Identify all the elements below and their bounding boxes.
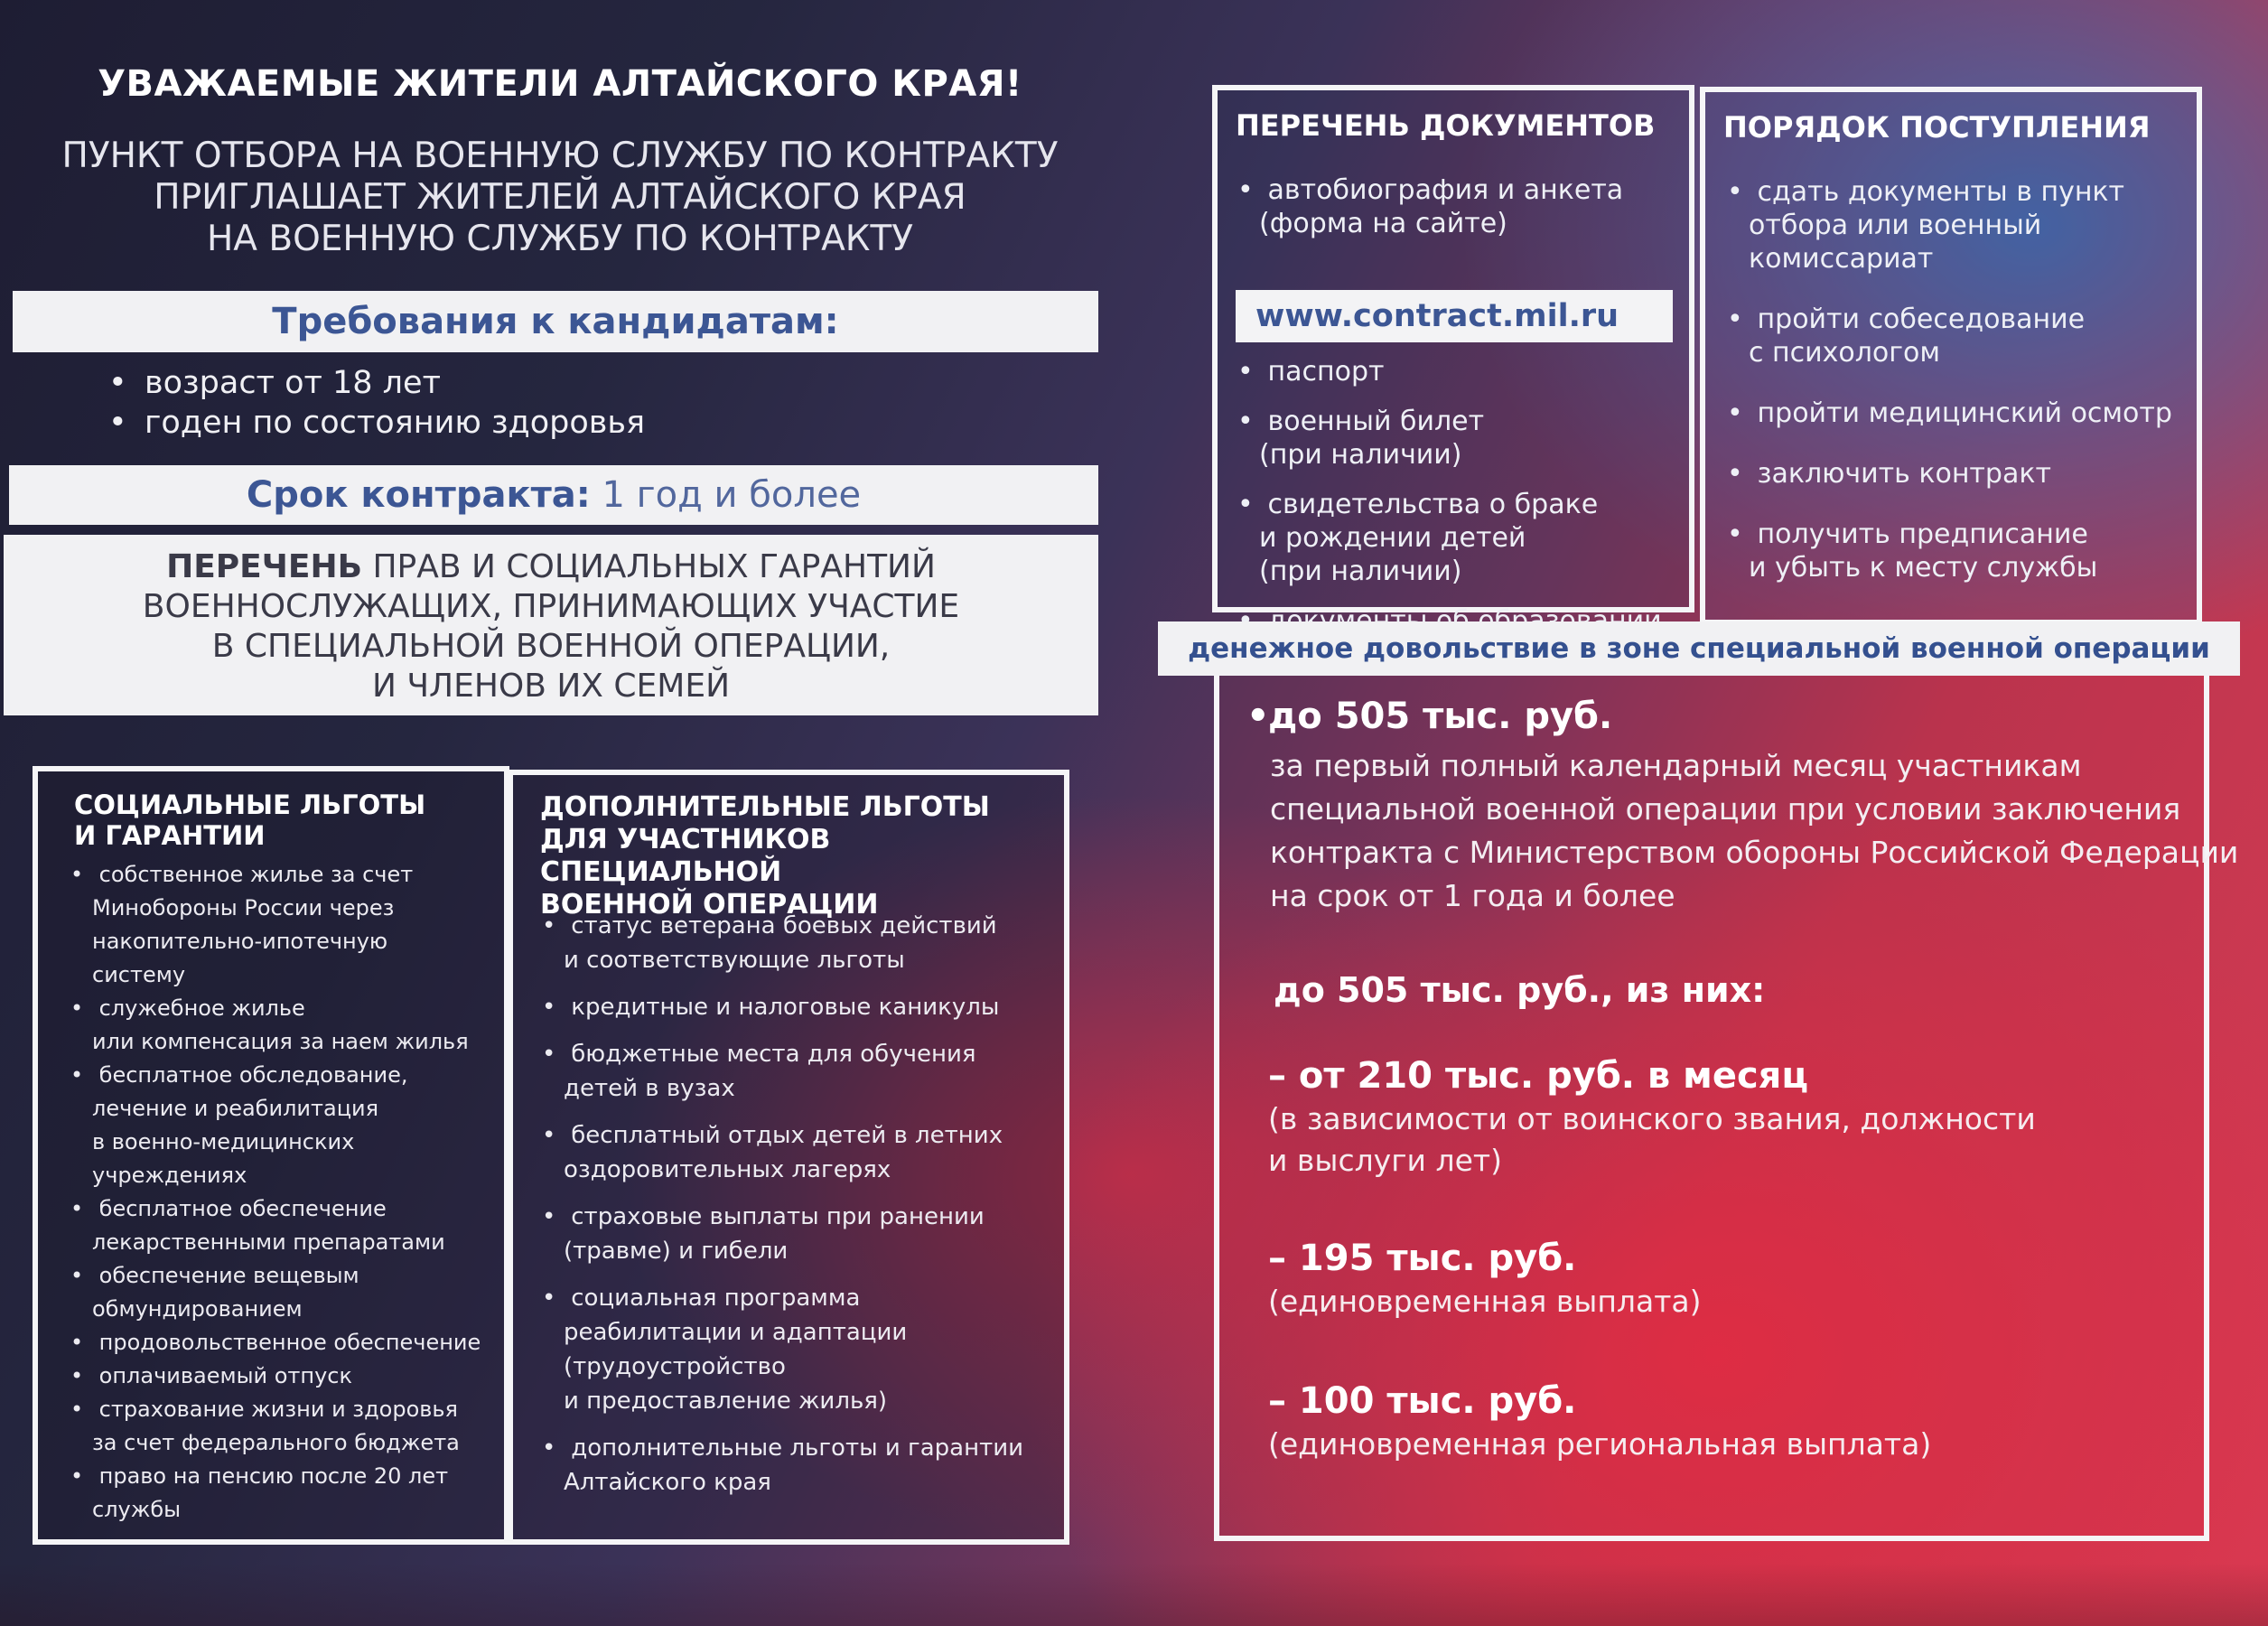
website-item (1255, 257, 1693, 342)
document-line: (при наличии) (1259, 439, 1462, 471)
invitation-line: ПУНКТ ОТБОРА НА ВОЕННУЮ СЛУЖБУ ПО КОНТРАКТУ (61, 136, 1059, 176)
allowance-part-amount: – 100 тыс. руб. (1268, 1380, 1577, 1422)
first-month-amount: • до 505 тыс. руб. (1268, 696, 1612, 737)
first-month-description (1270, 744, 2239, 918)
allowance-part (1268, 1053, 2189, 1182)
procedure-line: отбора или военный (1749, 210, 2042, 241)
benefit-line: реабилитации и адаптации (564, 1319, 908, 1346)
benefit-line: право на пенсию после 20 лет (98, 1463, 449, 1489)
allowance-part (1268, 1236, 2189, 1322)
benefit-item (89, 1460, 504, 1527)
benefit-line: обмундированием (92, 1296, 303, 1322)
benefit-line: или компенсация за наем жилья (92, 1029, 469, 1054)
benefit-line: (трудоустройство (564, 1353, 786, 1380)
benefit-line: оздоровительных лагерях (564, 1156, 891, 1183)
benefit-line: оплачиваемый отпуск (98, 1363, 352, 1388)
procedure-list (1749, 175, 2197, 612)
title-line: ДОПОЛНИТЕЛЬНЫЕ ЛЬГОТЫ (540, 791, 990, 823)
benefit-item (560, 1118, 1057, 1187)
documents-title: ПЕРЕЧЕНЬ ДОКУМЕНТОВ (1236, 108, 1656, 143)
benefit-item (89, 1192, 504, 1259)
additional-benefits-title (540, 791, 1055, 921)
document-line: военный билет (1267, 406, 1485, 437)
rights-list-banner (4, 535, 1098, 715)
description-line: за первый полный календарный месяц участникам (1270, 748, 2082, 783)
benefit-line: бесплатный отдых детей в летних (571, 1122, 1003, 1149)
procedure-step (1749, 457, 2197, 491)
benefit-line: служебное жилье (98, 995, 305, 1021)
invitation-line: НА ВОЕННУЮ СЛУЖБУ ПО КОНТРАКТУ (206, 219, 914, 259)
requirement-item: • возраст от 18 лет (108, 363, 1012, 403)
title-line: ДЛЯ УЧАСТНИКОВ СПЕЦИАЛЬНОЙ (540, 824, 831, 888)
benefit-line: службы (92, 1497, 182, 1522)
benefit-item (89, 992, 504, 1059)
benefit-line: накопительно-ипотечную (92, 929, 388, 954)
allowance-part-amount: – 195 тыс. руб. (1268, 1238, 1577, 1279)
website-link[interactable]: www.contract.mil.ru (1236, 290, 1673, 342)
benefit-item (560, 909, 1057, 977)
benefit-line: статус ветерана боевых действий (571, 912, 997, 939)
description-line: на срок от 1 года и более (1270, 878, 1675, 913)
requirements-list (108, 363, 1012, 443)
rights-line: ВОЕННОСЛУЖАЩИХ, ПРИНИМАЮЩИХ УЧАСТИЕ (142, 588, 960, 625)
allowance-part-note: (единовременная региональная выплата) (1268, 1426, 1932, 1462)
procedure-line: заключить контракт (1757, 458, 2051, 490)
social-benefits-title (74, 790, 490, 851)
documents-box (1212, 85, 1694, 612)
benefit-line: продовольственное обеспечение (98, 1330, 481, 1355)
contract-term-banner (9, 465, 1098, 525)
document-line: автобиография и анкета (1267, 174, 1624, 206)
description-line: контракта с Министерством обороны Российской Федерации (1270, 835, 2239, 870)
document-item (1259, 488, 1693, 588)
benefit-line: в военно-медицинских (92, 1129, 355, 1154)
benefit-line: Минобороны России через (92, 895, 395, 920)
rights-line (4, 547, 1098, 587)
benefit-item (89, 1259, 504, 1326)
benefit-line: страховые выплаты при ранении (571, 1203, 985, 1230)
invitation-line: ПРИГЛАШАЕТ ЖИТЕЛЕЙ АЛТАЙСКОГО КРАЯ (154, 177, 966, 218)
benefit-line: социальная программа (571, 1285, 861, 1312)
benefit-item (89, 1059, 504, 1192)
benefit-item (560, 1281, 1057, 1418)
benefit-item (89, 1326, 504, 1360)
title-line: И ГАРАНТИИ (74, 820, 266, 851)
allowance-heading: денежное довольствие в зоне специальной военной операции (1158, 621, 2240, 676)
allowance-part (1268, 1378, 2189, 1465)
benefit-item (89, 858, 504, 992)
benefit-item (560, 1037, 1057, 1106)
procedure-line: сдать документы в пункт (1757, 176, 2125, 208)
document-line: (форма на сайте) (1259, 208, 1507, 239)
benefit-item (560, 990, 1057, 1024)
benefit-line: дополнительные льготы и гарантии (571, 1434, 1024, 1462)
document-item (1259, 405, 1693, 472)
contract-term-label: Срок контракта: (246, 474, 591, 516)
allowance-breakdown-heading: до 505 тыс. руб., из них: (1274, 970, 1766, 1010)
paper-shadow (0, 1563, 2268, 1626)
procedure-line: и убыть к месту службы (1749, 552, 2098, 584)
benefit-line: бесплатное обеспечение (98, 1196, 387, 1221)
social-benefits-box (33, 766, 509, 1545)
benefit-line: лечение и реабилитация (92, 1096, 379, 1121)
benefit-line: кредитные и налоговые каникулы (571, 994, 1000, 1021)
allowance-part-amount: – от 210 тыс. руб. в месяц (1268, 1055, 1808, 1097)
social-benefits-list (89, 858, 504, 1527)
benefit-line: лекарственными препаратами (92, 1229, 445, 1255)
allowance-box (1214, 676, 2239, 1541)
procedure-line: с психологом (1749, 337, 1941, 369)
rights-keyword: ПЕРЕЧЕНЬ (166, 548, 363, 585)
document-line: паспорт (1267, 356, 1385, 388)
procedure-step (1749, 397, 2197, 430)
benefit-line: и предоставление жилья) (564, 1388, 888, 1415)
document-line: свидетельства о браке (1267, 489, 1599, 520)
allowance-part-note: и выслуги лет) (1268, 1143, 1502, 1178)
allowance-part-note: (в зависимости от воинского звания, должности (1268, 1101, 2036, 1136)
procedure-step (1749, 518, 2197, 584)
additional-benefits-box (508, 770, 1069, 1545)
benefit-item (89, 1393, 504, 1460)
benefit-line: за счет федерального бюджета (92, 1430, 460, 1455)
procedure-line: пройти медицинский осмотр (1757, 397, 2172, 429)
benefit-line: страхование жизни и здоровья (98, 1397, 458, 1422)
procedure-box (1700, 87, 2202, 625)
benefit-item (560, 1431, 1057, 1500)
benefit-item (89, 1360, 504, 1393)
procedure-step (1749, 303, 2197, 369)
document-item (1259, 355, 1693, 388)
documents-list (1255, 173, 1693, 654)
description-line: специальной военной операции при условии заключения (1270, 791, 2181, 827)
document-line: (при наличии) (1259, 556, 1462, 587)
document-line: и рождении детей (1259, 522, 1526, 554)
rights-line: В СПЕЦИАЛЬНОЙ ВОЕННОЙ ОПЕРАЦИИ, (211, 628, 891, 665)
benefit-line: систему (92, 962, 186, 987)
contract-term-value: 1 год и более (590, 474, 862, 516)
procedure-line: пройти собеседование (1757, 304, 2086, 335)
greeting-heading: УВАЖАЕМЫЕ ЖИТЕЛИ АЛТАЙСКОГО КРАЯ! (98, 63, 1022, 105)
requirements-heading: Требования к кандидатам: (13, 291, 1098, 352)
rights-line: И ЧЛЕНОВ ИХ СЕМЕЙ (371, 668, 731, 705)
invitation-text (27, 136, 1093, 260)
benefit-line: собственное жилье за счет (98, 862, 414, 887)
benefit-item (560, 1200, 1057, 1268)
allowance-part-note: (единовременная выплата) (1268, 1284, 1702, 1319)
additional-benefits-list (560, 909, 1057, 1512)
benefit-line: (травме) и гибели (564, 1238, 789, 1265)
benefit-line: детей в вузах (564, 1075, 735, 1102)
title-line: ВОЕННОЙ ОПЕРАЦИИ (540, 889, 879, 920)
procedure-line: комиссариат (1749, 243, 1934, 275)
benefit-line: обеспечение вещевым (98, 1263, 359, 1288)
procedure-title: ПОРЯДОК ПОСТУПЛЕНИЯ (1723, 110, 2151, 145)
procedure-line: получить предписание (1757, 519, 2088, 550)
procedure-step (1749, 175, 2197, 276)
rights-line-rest: ПРАВ И СОЦИАЛЬНЫХ ГАРАНТИЙ (362, 548, 936, 585)
title-line: СОЦИАЛЬНЫЕ ЛЬГОТЫ (74, 790, 426, 820)
benefit-line: бюджетные места для обучения (571, 1041, 976, 1068)
benefit-line: бесплатное обследование, (98, 1062, 408, 1088)
benefit-line: учреждениях (92, 1163, 247, 1188)
benefit-line: и соответствующие льготы (564, 947, 905, 974)
benefit-line: Алтайского края (564, 1469, 771, 1496)
requirement-item: • годен по состоянию здоровья (108, 403, 1012, 443)
document-item (1259, 173, 1693, 240)
